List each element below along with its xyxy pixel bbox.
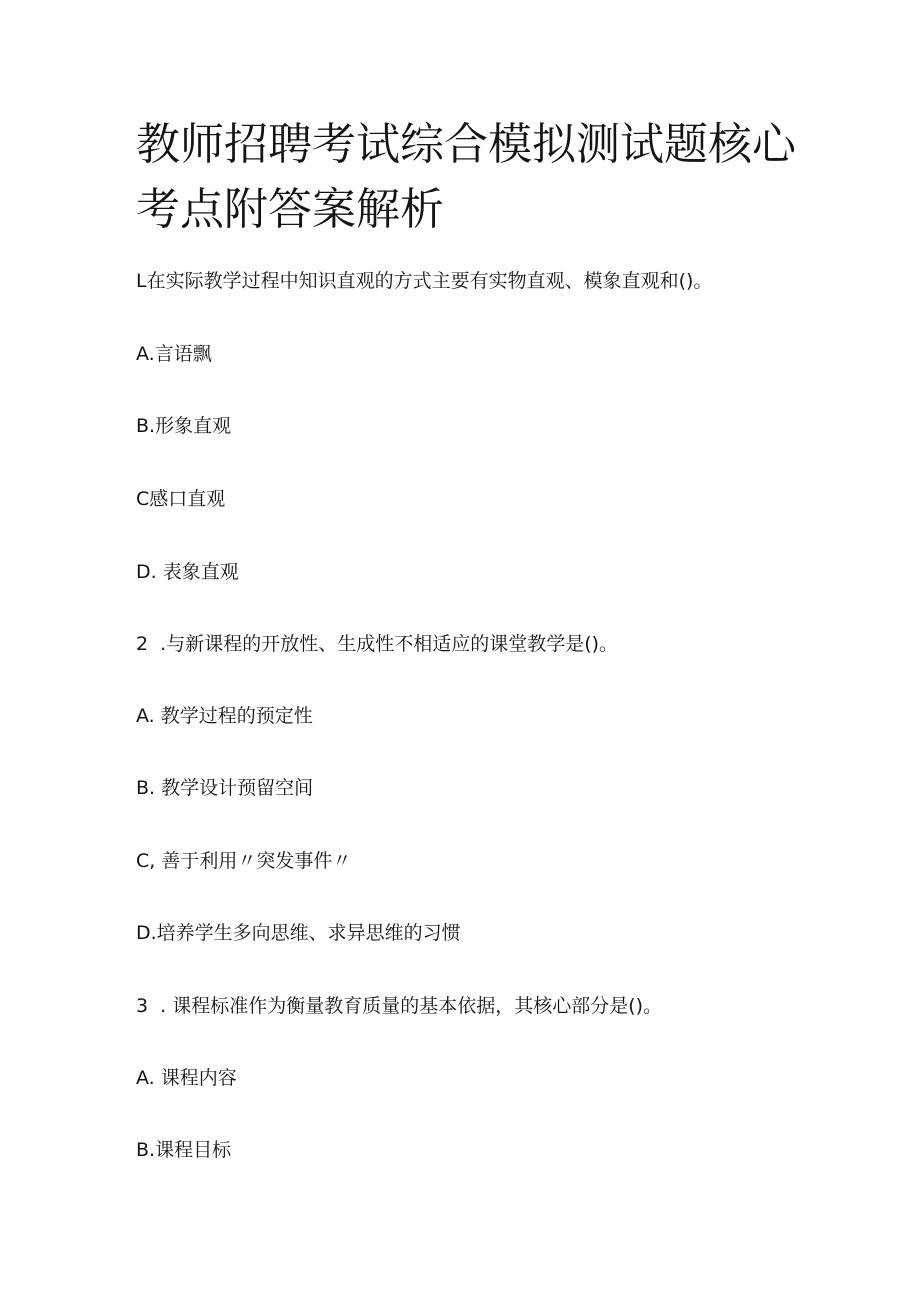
question-3-option-b: B.课程目标: [136, 1139, 232, 1161]
question-1-stem: L在实际教学过程中知识直观的方式主要有实物直观、模象直观和()。: [136, 270, 713, 292]
question-2-option-a: A. 教学过程的预定性: [136, 705, 313, 727]
question-3-stem: 3 . 课程标准作为衡量教育质量的基本依据，其核心部分是()。: [136, 995, 663, 1017]
question-1-option-b: B.形象直观: [136, 415, 232, 437]
question-2-option-b: B. 教学设计预留空间: [136, 777, 314, 799]
question-3-option-a: A. 课程内容: [136, 1067, 237, 1089]
question-1-option-a: A.言语飘: [136, 343, 212, 365]
question-2-option-d: D.培养学生多向思维、求异思维的习惯: [136, 922, 461, 944]
title-line-1: 教师招聘考试综合模拟测试题核心: [136, 119, 796, 170]
question-2-option-c: C, 善于利用〃突发事件〃: [136, 850, 352, 872]
document-title: [136, 112, 796, 242]
question-2-stem: 2 .与新课程的开放性、生成性不相适应的课堂教学是()。: [136, 633, 619, 655]
question-1-option-d: D. 表象直观: [136, 561, 239, 583]
title-line-2: 考点附答案解析: [136, 184, 444, 235]
question-1-option-c: C感口直观: [136, 488, 226, 510]
